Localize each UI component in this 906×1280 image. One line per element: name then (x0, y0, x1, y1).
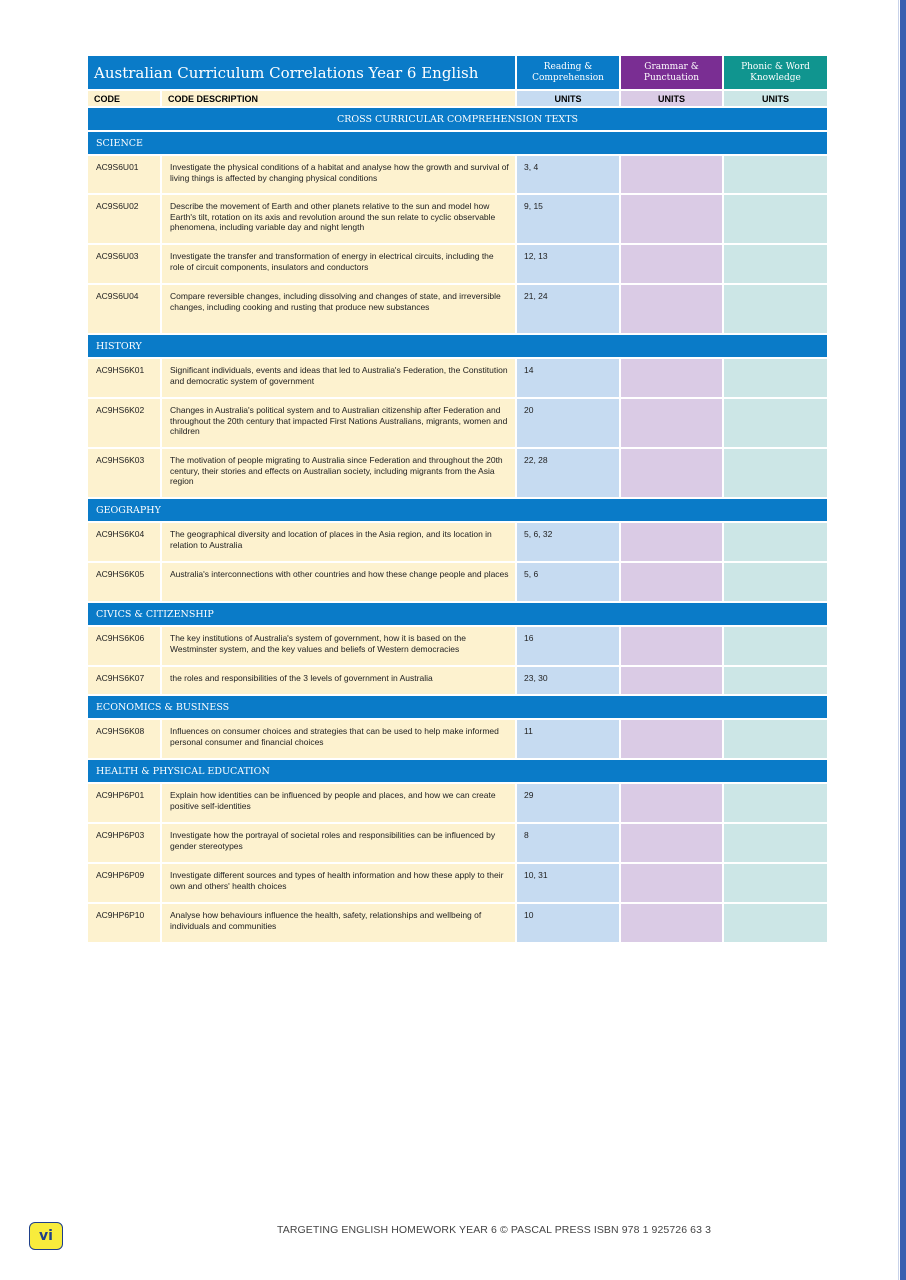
row-description: Describe the movement of Earth and other planets relative to the sun and model how Earth's tilt, rotation on its axis and revolution around the sun relate to cyclic observable phenomena, including variable day and night length (162, 195, 515, 243)
row-description: The motivation of people migrating to Australia since Federation and throughout the 20th century, their stories and effects on Australian society, including migrants from the Asia region (162, 449, 515, 497)
table-row (88, 245, 827, 283)
section-row (88, 499, 827, 521)
row-units-reading: 29 (517, 784, 619, 822)
row-units-phonic (724, 563, 827, 601)
title-row (88, 56, 827, 89)
section-heading: HISTORY (88, 335, 827, 357)
row-code: AC9HS6K06 (88, 627, 160, 665)
row-code: AC9HS6K02 (88, 399, 160, 447)
units-header-reading: UNITS (517, 91, 619, 106)
row-code: AC9HP6P01 (88, 784, 160, 822)
row-units-grammar (621, 904, 722, 942)
row-units-phonic (724, 627, 827, 665)
row-code: AC9S6U04 (88, 285, 160, 333)
row-units-grammar (621, 449, 722, 497)
row-units-reading: 14 (517, 359, 619, 397)
row-description: Analyse how behaviours influence the health, safety, relationships and wellbeing of individuals and communities (162, 904, 515, 942)
row-description: Investigate the transfer and transformation of energy in electrical circuits, including the role of circuit components, insulators and conductors (162, 245, 515, 283)
row-code: AC9HS6K05 (88, 563, 160, 601)
row-code: AC9S6U02 (88, 195, 160, 243)
row-code: AC9HS6K04 (88, 523, 160, 561)
row-description: The geographical diversity and location of places in the Asia region, and its location in relation to Australia (162, 523, 515, 561)
row-units-phonic (724, 720, 827, 758)
table-row (88, 359, 827, 397)
row-units-grammar (621, 245, 722, 283)
page-edge-line (898, 0, 899, 1280)
row-units-grammar (621, 720, 722, 758)
table-row (88, 784, 827, 822)
section-heading: HEALTH & PHYSICAL EDUCATION (88, 760, 827, 782)
row-units-phonic (724, 864, 827, 902)
table-body (88, 132, 827, 942)
table-row (88, 824, 827, 862)
row-units-reading: 8 (517, 824, 619, 862)
row-description: the roles and responsibilities of the 3 levels of government in Australia (162, 667, 515, 694)
table-row (88, 904, 827, 942)
row-description: Influences on consumer choices and strategies that can be used to help make informed personal consumer and financial choices (162, 720, 515, 758)
table-row (88, 864, 827, 902)
row-description: Changes in Australia's political system and to Australian citizenship after Federation and throughout the 20th century that impacted First Nations Australians, migrants, women and children (162, 399, 515, 447)
row-units-grammar (621, 156, 722, 193)
row-units-reading: 20 (517, 399, 619, 447)
row-units-reading: 12, 13 (517, 245, 619, 283)
row-code: AC9S6U01 (88, 156, 160, 193)
cross-curricular-band: CROSS CURRICULAR COMPREHENSION TEXTS (88, 108, 827, 130)
row-units-grammar (621, 523, 722, 561)
row-units-grammar (621, 627, 722, 665)
row-code: AC9HP6P03 (88, 824, 160, 862)
row-units-reading: 5, 6, 32 (517, 523, 619, 561)
row-code: AC9HS6K01 (88, 359, 160, 397)
row-description: Significant individuals, events and ideas that led to Australia's Federation, the Constitution and democratic system of government (162, 359, 515, 397)
row-units-phonic (724, 245, 827, 283)
row-units-phonic (724, 784, 827, 822)
page-edge-bar (900, 0, 906, 1280)
section-row (88, 603, 827, 625)
row-description: Australia's interconnections with other countries and how these change people and places (162, 563, 515, 601)
table-row (88, 156, 827, 193)
section-heading: GEOGRAPHY (88, 499, 827, 521)
row-units-phonic (724, 824, 827, 862)
section-row (88, 132, 827, 154)
row-units-grammar (621, 864, 722, 902)
section-heading: SCIENCE (88, 132, 827, 154)
table-row (88, 449, 827, 497)
table-row (88, 195, 827, 243)
units-header-phonic: UNITS (724, 91, 827, 106)
section-heading: CIVICS & CITIZENSHIP (88, 603, 827, 625)
code-header: CODE (88, 91, 160, 106)
section-row (88, 335, 827, 357)
row-code: AC9HS6K07 (88, 667, 160, 694)
row-code: AC9HP6P09 (88, 864, 160, 902)
page-number-badge: vi (29, 1222, 63, 1250)
description-header: CODE DESCRIPTION (162, 91, 515, 106)
row-code: AC9S6U03 (88, 245, 160, 283)
row-units-phonic (724, 399, 827, 447)
row-units-phonic (724, 904, 827, 942)
row-units-phonic (724, 156, 827, 193)
table-row (88, 399, 827, 447)
table-row (88, 667, 827, 694)
column-header-reading: Reading & Comprehension (517, 56, 619, 89)
row-units-grammar (621, 824, 722, 862)
row-units-grammar (621, 667, 722, 694)
column-header-phonic: Phonic & Word Knowledge (724, 56, 827, 89)
row-units-reading: 16 (517, 627, 619, 665)
row-code: AC9HP6P10 (88, 904, 160, 942)
table-row (88, 720, 827, 758)
row-units-reading: 11 (517, 720, 619, 758)
table-row (88, 523, 827, 561)
footer-text: TARGETING ENGLISH HOMEWORK YEAR 6 © PASCAL PRESS ISBN 978 1 925726 63 3 (277, 1224, 712, 1236)
main-band-row (88, 108, 827, 130)
row-units-phonic (724, 667, 827, 694)
row-description: Explain how identities can be influenced by people and places, and how we can create positive self-identities (162, 784, 515, 822)
row-description: Investigate the physical conditions of a habitat and analyse how the growth and survival of living things is affected by changing physical conditions (162, 156, 515, 193)
row-units-reading: 5, 6 (517, 563, 619, 601)
row-units-phonic (724, 359, 827, 397)
row-units-phonic (724, 449, 827, 497)
row-code: AC9HS6K03 (88, 449, 160, 497)
row-description: Investigate different sources and types of health information and how these apply to their own and others' health choices (162, 864, 515, 902)
row-units-phonic (724, 523, 827, 561)
row-units-reading: 3, 4 (517, 156, 619, 193)
row-units-reading: 22, 28 (517, 449, 619, 497)
row-units-grammar (621, 285, 722, 333)
table-title: Australian Curriculum Correlations Year 6 English (88, 56, 515, 89)
row-units-grammar (621, 195, 722, 243)
row-units-reading: 23, 30 (517, 667, 619, 694)
section-heading: ECONOMICS & BUSINESS (88, 696, 827, 718)
row-units-reading: 10, 31 (517, 864, 619, 902)
row-units-reading: 10 (517, 904, 619, 942)
row-description: Investigate how the portrayal of societal roles and responsibilities can be influenced by gender stereotypes (162, 824, 515, 862)
subheader-row (88, 91, 827, 106)
table-row (88, 563, 827, 601)
section-row (88, 696, 827, 718)
row-description: The key institutions of Australia's system of government, how it is based on the Westminster system, and the key values and beliefs of Western democracies (162, 627, 515, 665)
section-row (88, 760, 827, 782)
row-units-reading: 21, 24 (517, 285, 619, 333)
table-row (88, 627, 827, 665)
row-description: Compare reversible changes, including dissolving and changes of state, and irreversible changes, including cooking and rusting that produce new substances (162, 285, 515, 333)
row-units-grammar (621, 399, 722, 447)
row-code: AC9HS6K08 (88, 720, 160, 758)
correlations-table (86, 54, 829, 944)
units-header-grammar: UNITS (621, 91, 722, 106)
column-header-grammar: Grammar & Punctuation (621, 56, 722, 89)
row-units-grammar (621, 359, 722, 397)
row-units-grammar (621, 563, 722, 601)
row-units-reading: 9, 15 (517, 195, 619, 243)
row-units-grammar (621, 784, 722, 822)
row-units-phonic (724, 285, 827, 333)
row-units-phonic (724, 195, 827, 243)
table-row (88, 285, 827, 333)
